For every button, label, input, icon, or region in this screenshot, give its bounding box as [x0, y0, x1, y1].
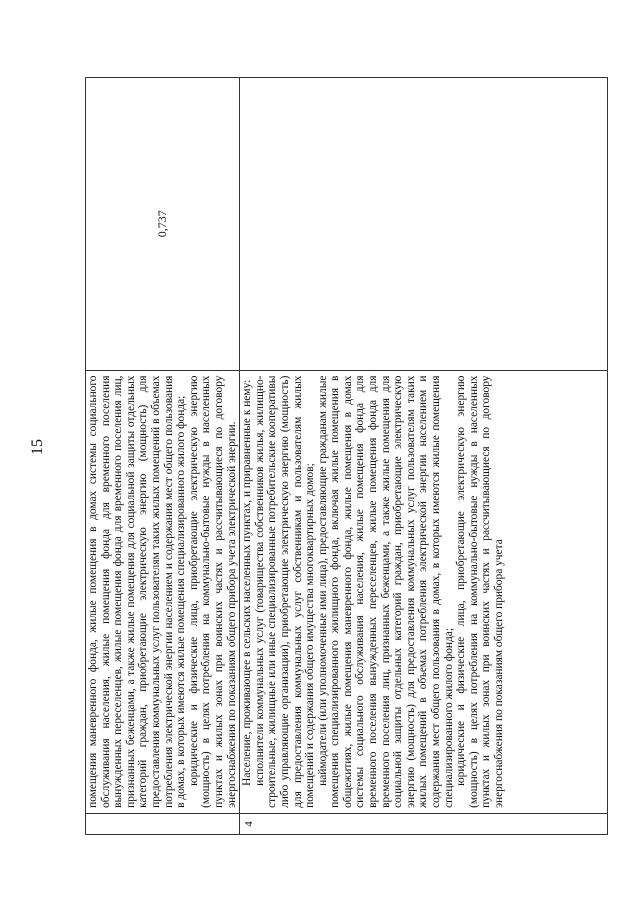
table-row	[86, 78, 240, 835]
description-paragraph: помещения маневренного фонда, жилые помещения в домах системы социального обслуживания населения, жилые помещения фонда для временного поселения вынужденных переселенцев, жилые помещения фонда для временного поселения лиц, признанных беженцами, а также жилые помещения для социальной защиты отдельных категорий граждан, приобретающие электрическую энергию (мощность) для предоставления коммунальных услуг пользователям таких жилых помещений в объемах потребления электрической энергии населением и содержания мест общего пользования в домах, в которых имеются жилые помещения специализированного жилого фонда;	[87, 375, 188, 808]
category-description-cell	[240, 370, 608, 813]
description-paragraph: юридические и физические лица, приобретающие электрическую энергию (мощность) в целях потребления на коммунально-бытовые нужды в населенных пунктах и жилых зонах при воинских частях и рассчитывающиеся по договору энергоснабжения по показаниям общего прибора учета электрической энергии.	[187, 375, 238, 808]
row-number-cell: 4	[240, 813, 608, 834]
tariff-table	[85, 77, 608, 835]
page-number: 15	[29, 439, 46, 455]
category-description-cell	[86, 370, 240, 813]
row-number-cell	[86, 813, 240, 834]
description-paragraph: исполнители коммунальных услуг (товарищества собственников жилья, жилищно-строительные, жилищные или иные специализированные потребительские кооперативы либо управляющие организации), приобретающие электрическую энергию (мощность) для предоставления коммунальных услуг собственникам и пользователям жилых помещений и содержания общего имущества многоквартирных домов;	[253, 375, 317, 808]
table-row	[240, 78, 608, 835]
description-paragraph: наймодатели (или уполномоченные ими лица), предоставляющие гражданам жилые помещения специализированного жилищного фонда, включая жилые помещения в общежитиях, жилые помещения маневренного фонда, жилые помещения в домах системы социального обслуживания населения, жилые помещения фонда для временного поселения вынужденных переселенцев, жилые помещения фонда для временного поселения лиц, признанных беженцами, а также жилые помещения для социальной защиты отдельных категорий граждан, приобретающие электрическую энергию (мощность) для предоставления коммунальных услуг пользователям таких жилых помещений в объемах потребления электрической энергии населением и содержания мест общего пользования в домах, в которых имеются жилые помещения специализированного жилого фонда;	[316, 375, 455, 808]
rotated-table-wrapper	[85, 77, 585, 835]
description-paragraph: юридические и физические лица, приобретающие электрическую энергию (мощность) в целях потребления на коммунально-бытовые нужды в населенных пунктах и жилых зонах при воинских частях и рассчитывающиеся по договору энергоснабжения по показаниям общего прибора учета	[455, 375, 505, 808]
tariff-value-cell	[240, 78, 608, 371]
description-paragraph: Население, проживающее в сельских населенных пунктах, и приравненные к нему:	[241, 379, 254, 786]
tariff-value-cell: 0,737	[86, 78, 240, 371]
